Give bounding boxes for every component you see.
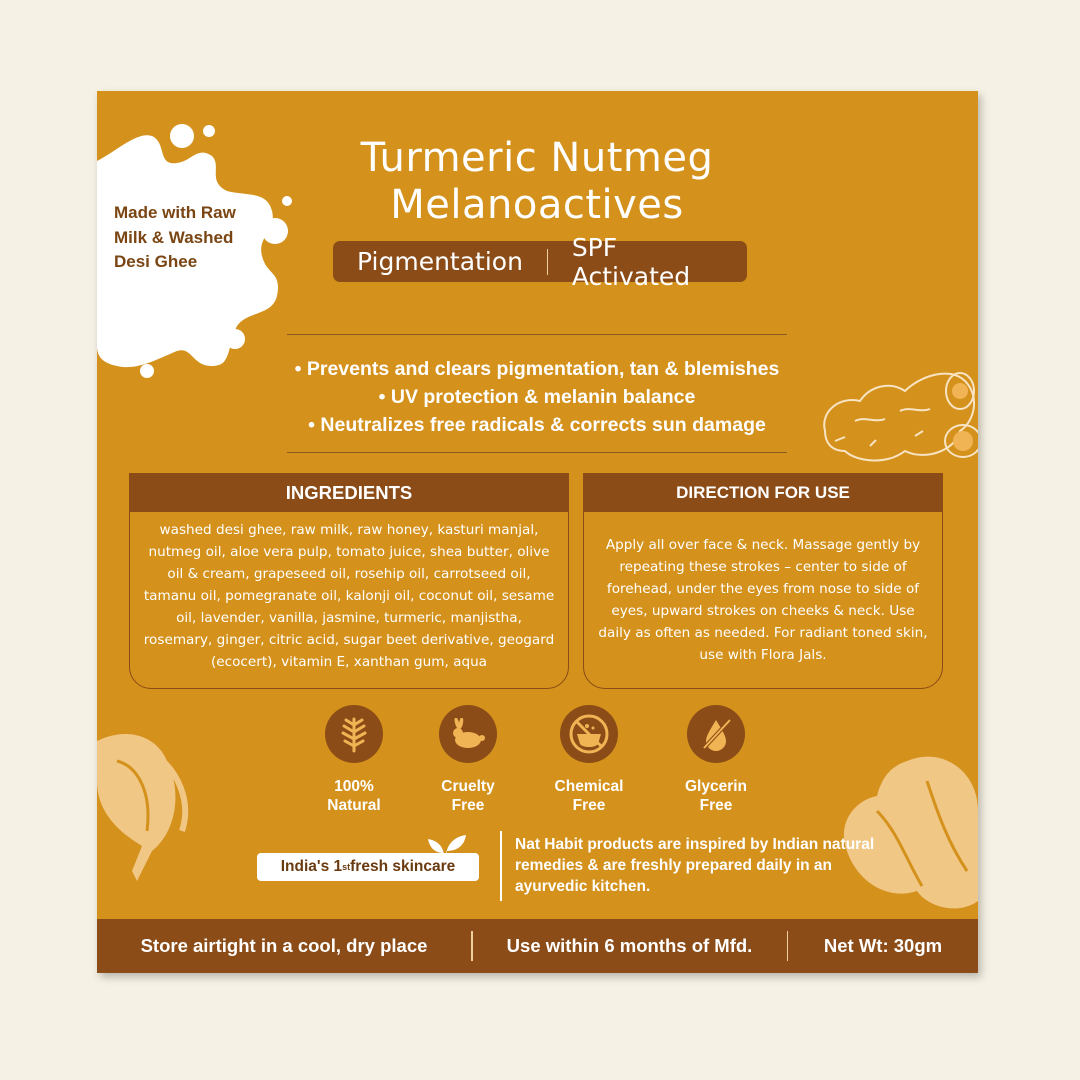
tag-spf: SPF Activated [571,232,691,291]
feature-cruelty-free [408,705,528,815]
directions-text: Apply all over face & neck. Massage gently by repeating these strokes – center to side of forehead, under the eyes from nose to side of eyes, upward strokes on cheeks & neck. Use daily as often as needed. For radiant toned skin, use with Flora Jals. [598,537,928,663]
feature-line-2: Free [699,797,733,814]
benefit-item: • Neutralizes free radicals & corrects sun damage [308,414,766,436]
benefit-item: • Prevents and clears pigmentation, tan & blemishes [294,358,780,380]
badge-suffix: fresh skincare [350,858,456,875]
feature-natural [294,705,414,815]
footer-bar [97,919,978,973]
title-line-1: Turmeric Nutmeg [360,135,714,181]
feature-line-2: Natural [327,797,381,814]
divider-top [287,334,787,335]
badge-sup: st [342,862,351,872]
leaf-icon [325,705,383,763]
feature-line-2: Free [572,797,606,814]
tag-box [333,232,747,291]
feature-line-1: Glycerin [684,778,748,795]
feature-glycerin-free [656,705,776,815]
feature-line-1: Cruelty [441,778,495,795]
divider-bottom [287,452,787,453]
title-line-2: Melanoactives [390,182,684,228]
badge-prefix: India's 1 [280,858,343,875]
benefit-item: • UV protection & melanin balance [378,386,696,408]
feature-line-1: 100% [334,778,374,795]
no-chemical-icon [560,705,618,763]
splash-text: Made with Raw Milk & Washed Desi Ghee [114,203,236,271]
nutmeg-left-icon [97,721,197,881]
footer-expiry: Use within 6 months of Mfd. [506,935,753,956]
directions-box [583,473,943,689]
benefits-list [217,355,857,439]
product-label [97,91,978,973]
ingredients-heading: INGREDIENTS [130,474,568,512]
directions-heading: DIRECTION FOR USE [584,474,942,512]
feature-line-2: Free [451,797,485,814]
product-title [287,135,787,229]
no-drop-icon [687,705,745,763]
about-divider [500,831,502,901]
feature-line-1: Chemical [554,778,624,795]
fresh-skincare-badge [257,853,479,881]
footer-storage: Store airtight in a cool, dry place [140,935,428,956]
ingredients-box [129,473,569,689]
rabbit-icon [439,705,497,763]
ingredients-text: washed desi ghee, raw milk, raw honey, kasturi manjal, nutmeg oil, aloe vera pulp, tomato juice, shea butter, olive oil & cream, grapeseed oil, rosehip oil, carrotseed oil, tamanu oil, pomegranate oil, kalonji oil, coconut oil, sesame oil, lavender, vanilla, jasmine, turmeric, manjistha, rosemary, ginger, citric acid, sugar beet derivative, geogard (ecocert), vitamin E, xanthan gum, aqua [143,522,555,670]
footer-weight: Net Wt: 30gm [823,935,943,956]
tag-pigmentation: Pigmentation [357,247,523,276]
about-text: Nat Habit products are inspired by Indian natural remedies & are freshly prepared daily in an ayurvedic kitchen. [515,836,875,895]
feature-chemical-free [529,705,649,815]
turmeric-icon [815,351,978,471]
